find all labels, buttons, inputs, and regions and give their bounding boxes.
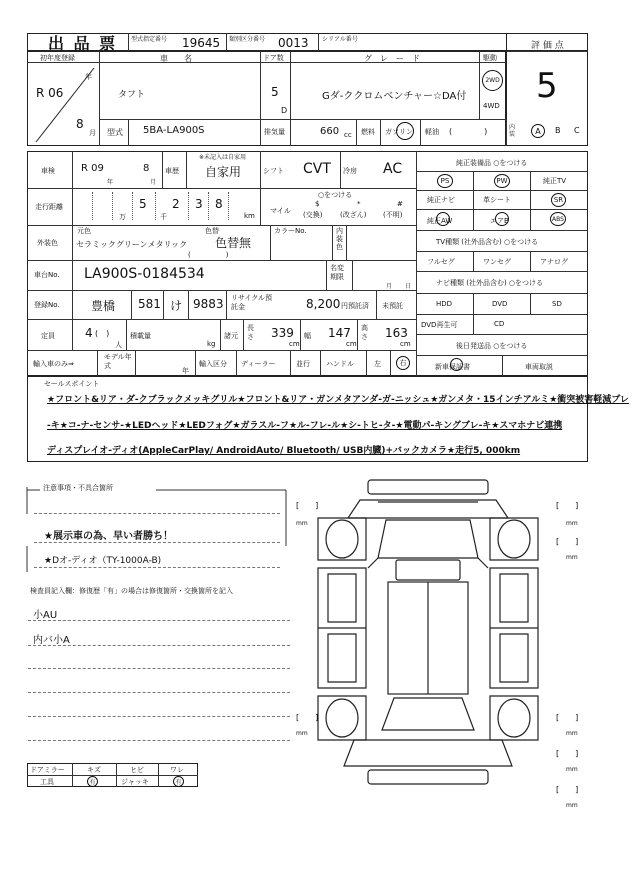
fuel-label: 燃料 <box>361 128 375 136</box>
recycle-unit: 円預託済 <box>341 302 369 310</box>
color-change-value: 色替無 <box>215 236 252 250</box>
unknown-symbol: # <box>397 200 403 208</box>
first-reg-label: 初年度登録 <box>40 54 75 62</box>
name-change-day: 日 <box>405 283 412 290</box>
sales-line-3: ディスプレイオ-ディオ(AppleCarPlay/ AndroidAuto/ Bluetooth/ USB内臓)+バックカメラ★走行5, 000km <box>47 446 521 456</box>
mileage-label: 走行距離 <box>35 203 63 211</box>
type-cert-label: 型式指定番号 <box>131 36 168 43</box>
drive-label: 駆動 <box>483 54 497 62</box>
left-handle: 左 <box>374 360 381 368</box>
chassis-label: 車台No. <box>34 271 60 279</box>
bracket-top-right: [ ] <box>556 501 579 510</box>
mileage-sen-unit: 千 <box>160 213 167 221</box>
grade-label: グ レ ー ド <box>364 54 420 63</box>
recycle-unpaid: 未預託 <box>382 302 403 310</box>
airbag-option: エアB <box>490 217 509 225</box>
reg-kana: け <box>170 299 183 313</box>
hdd-option: HDD <box>436 300 453 308</box>
model-value: 5BA-LA900S <box>143 125 205 136</box>
oneseg-option: ワンセグ <box>483 258 511 266</box>
class-value: 0013 <box>278 36 309 50</box>
bracket-bottom-right: [ ] <box>556 713 579 722</box>
drive-2wd-circled: 2WD <box>482 70 503 91</box>
inspector-line-2: 内バ小A <box>33 635 70 646</box>
mm-top-left: mm <box>296 520 308 527</box>
mm-bottom-right: mm <box>566 730 578 737</box>
recycle-value: 8,200 <box>306 297 341 311</box>
inspection-year-unit: 年 <box>107 179 114 186</box>
tv-option: 純正TV <box>543 177 567 185</box>
tools-present-mark: 有 <box>87 776 98 787</box>
sr-circled: SR <box>551 193 566 207</box>
mm-top-right: mm <box>566 520 578 527</box>
width-label: 幅 <box>304 332 311 340</box>
score-value: 5 <box>536 66 558 106</box>
mileage-digit-2: 2 <box>172 197 180 211</box>
serial-label: シリアル番号 <box>322 36 358 43</box>
ac-label: 冷房 <box>343 167 357 175</box>
reg-label: 登録No. <box>34 301 60 309</box>
width-unit: cm <box>346 340 357 348</box>
inspection-month-unit: 月 <box>150 179 157 186</box>
reg-area: 豊橋 <box>91 299 116 313</box>
exchange-symbol: $ <box>315 200 320 208</box>
mileage-digit-3: 3 <box>195 197 203 211</box>
length-label: 長さ <box>247 324 254 341</box>
bracket-side-right: [ ] <box>556 537 579 546</box>
mile-option: マイル <box>270 207 291 215</box>
parallel-option: 並行 <box>296 360 310 368</box>
reg-class: 581 <box>138 297 161 311</box>
height-label: 高さ <box>361 324 368 341</box>
mm-side-right: mm <box>566 554 578 561</box>
car-name-value: タフト <box>118 90 146 100</box>
interior-c: C <box>574 126 580 135</box>
fuel-diesel: 軽油 <box>425 128 439 136</box>
type-cert-value: 19645 <box>182 36 221 50</box>
dims-label: 諸元 <box>224 332 238 340</box>
new-car-warranty: 新車保証書 <box>435 363 470 371</box>
jack-present-mark: 有 <box>173 776 184 787</box>
doors-value: 5 <box>271 85 279 99</box>
legend-door-mirror: ドアミラー <box>30 766 65 774</box>
abs-circled: ABS <box>550 212 566 226</box>
interior-a-circled: A <box>531 124 545 138</box>
fuel-gasoline-circle <box>396 122 414 140</box>
model-year-label: モデル年式 <box>104 353 132 370</box>
mileage-digit-1: 5 <box>139 197 147 211</box>
inspector-line-1: 小AU <box>33 610 58 621</box>
inspector-label: 検査員記入欄：修復歴「有」の場合は修復箇所・交換箇所を記入 <box>30 587 233 595</box>
import-label: 輸入車のみ⇒ <box>33 360 74 368</box>
model-year-unit: 年 <box>182 367 189 375</box>
displacement-unit: cc <box>344 131 352 139</box>
reg-number: 9883 <box>193 297 224 311</box>
original-color-value: セラミックグリーンメタリック <box>76 240 188 249</box>
import-type-label: 輸入区分 <box>199 360 227 368</box>
circle-note: ○をつける <box>318 191 353 199</box>
pw-circled: PW <box>494 174 510 188</box>
notes-label: 注意事項・不具合箇所 <box>43 484 113 492</box>
exchange-text: (交換) <box>303 211 323 219</box>
interior-b: B <box>555 126 561 135</box>
capacity-label: 定員 <box>41 332 55 340</box>
original-color-label: 元色 <box>77 227 91 235</box>
vehicle-manual: 車両取説 <box>525 363 553 371</box>
bracket-bottom-left: [ ] <box>296 713 319 722</box>
month-unit: 月 <box>89 129 96 137</box>
sales-line-1: ★フロント&リア・ダ-クブラックメッキグリル★フロント&リア・ガンメタアンダ-ガ-ニッシュ★ガンメタ・15インチアルミ★衝突被害軽減ブレ <box>47 395 629 405</box>
airbag-circle <box>495 212 509 226</box>
bracket-rear-far: [ ] <box>556 785 579 794</box>
fullseg-option: フルセグ <box>427 258 455 266</box>
history-value: 自家用 <box>205 165 242 179</box>
warranty-circle <box>450 358 463 371</box>
tamper-symbol: * <box>357 200 361 208</box>
history-note: ※未記入は自家用 <box>199 154 247 161</box>
model-label: 型式 <box>107 128 123 137</box>
sales-line-2: -キ★コ-ナ-センサ-★LEDヘッド★LEDフォグ★ガラスル-フ★ル-フレ-ル★シ-トヒ-タ-★電動パ-キングブレ-キ★スマホナビ連携 <box>47 421 563 431</box>
bracket-rear-right: [ ] <box>556 749 579 758</box>
capacity-value: 4 <box>85 326 93 340</box>
width-value: 147 <box>328 326 351 340</box>
height-unit: cm <box>400 340 411 348</box>
fuel-other: ( ) <box>449 127 488 136</box>
load-unit: kg <box>207 340 216 348</box>
notes-line-1: ★展示車の為、早い者勝ち！ <box>44 531 173 542</box>
length-unit: cm <box>289 340 300 348</box>
aw-option: 純正AW <box>427 217 453 225</box>
car-damage-diagram <box>298 478 598 818</box>
mm-rear-right: mm <box>566 766 578 773</box>
notes-line-2: ★Dオ-ディオ（TY-1000A-B) <box>44 556 162 566</box>
inspection-label: 車検 <box>41 167 55 175</box>
displacement-label: 排気量 <box>264 128 285 136</box>
mm-rear-far: mm <box>566 802 578 809</box>
legend-break: ワレ <box>170 766 184 774</box>
ac-value: AC <box>383 161 403 177</box>
analog-option: アナログ <box>540 258 568 266</box>
genuine-equipment-label: 純正装備品 ○をつける <box>456 159 528 167</box>
tamper-text: (改ざん) <box>340 211 367 219</box>
name-change-label: 名変期限 <box>330 264 344 281</box>
car-name-label: 車 名 <box>160 54 192 63</box>
page-title: 出 品 票 <box>48 34 118 53</box>
unknown-text: (不明) <box>383 211 403 219</box>
dealer-option: ディーラー <box>241 360 276 368</box>
dvd-playback-option: DVD再生可 <box>421 321 458 329</box>
nav-type-label: ナビ種類 (社外品含む) ○をつける <box>436 279 544 287</box>
leather-option: 革シート <box>483 196 511 204</box>
first-reg-era: R 06 <box>36 86 64 100</box>
color-paren: ( ) <box>188 251 229 259</box>
class-label: 類別区分番号 <box>229 36 266 43</box>
doors-label: ドア数 <box>263 54 284 62</box>
name-change-month: 月 <box>386 283 393 290</box>
height-value: 163 <box>385 326 408 340</box>
nav-option: 純正ナビ <box>427 196 455 204</box>
legend-crack: ヒビ <box>130 766 144 774</box>
grade-value: Gダ-ククロムベンチャー☆DA付 <box>322 91 467 102</box>
tv-type-label: TV種類 (社外品含む) ○をつける <box>436 238 539 246</box>
capacity-unit: 人 <box>115 341 122 349</box>
later-docs-label: 後日発送品 ○をつける <box>456 342 528 350</box>
legend-scratch: キズ <box>87 766 101 774</box>
ps-circled: PS <box>437 174 453 188</box>
handle-label: ハンドル <box>326 360 354 368</box>
dvd-option: DVD <box>492 300 508 308</box>
history-label: 車歴 <box>165 167 179 175</box>
length-value: 339 <box>271 326 294 340</box>
exterior-label: 外装色 <box>37 239 58 247</box>
right-handle-circled: 右 <box>396 356 410 370</box>
sales-point-label: セールスポイント <box>44 380 100 388</box>
capacity-paren: ( ) <box>95 329 110 338</box>
inspection-month: 8 <box>143 163 150 174</box>
color-code-label: カラーNo. <box>274 227 307 235</box>
legend-jack: ジャッキ <box>121 778 149 786</box>
first-reg-month: 8 <box>76 117 84 131</box>
mm-bottom-left: mm <box>296 730 308 737</box>
interior-color-label: 内装色 <box>336 227 343 251</box>
year-unit: 年 <box>85 73 92 81</box>
inspection-year: R 09 <box>81 163 104 174</box>
mileage-digit-4: 8 <box>215 197 223 211</box>
cd-option: CD <box>494 320 505 328</box>
legend-tools: 工具 <box>40 778 54 786</box>
bracket-top-left: [ ] <box>296 501 319 510</box>
color-change-label: 色替 <box>205 227 219 235</box>
score-label: 評 価 点 <box>531 41 564 51</box>
chassis-value: LA900S-0184534 <box>84 266 205 282</box>
first-reg-slash <box>30 62 98 146</box>
recycle-label: リサイクル預託金 <box>231 294 273 311</box>
interior-label: 内装 <box>509 124 516 138</box>
aw-circle <box>436 212 450 226</box>
shift-value: CVT <box>303 161 331 177</box>
load-label: 積載量 <box>130 332 151 340</box>
doors-sub: D <box>281 106 288 115</box>
sd-option: SD <box>552 300 562 308</box>
mileage-man-unit: 万 <box>119 213 126 221</box>
km-unit: km <box>244 212 255 220</box>
drive-4wd: 4WD <box>483 102 500 110</box>
displacement-value: 660 <box>320 126 340 137</box>
fuel-gasoline: ガソリン <box>385 128 413 136</box>
shift-label: シフト <box>263 167 284 175</box>
